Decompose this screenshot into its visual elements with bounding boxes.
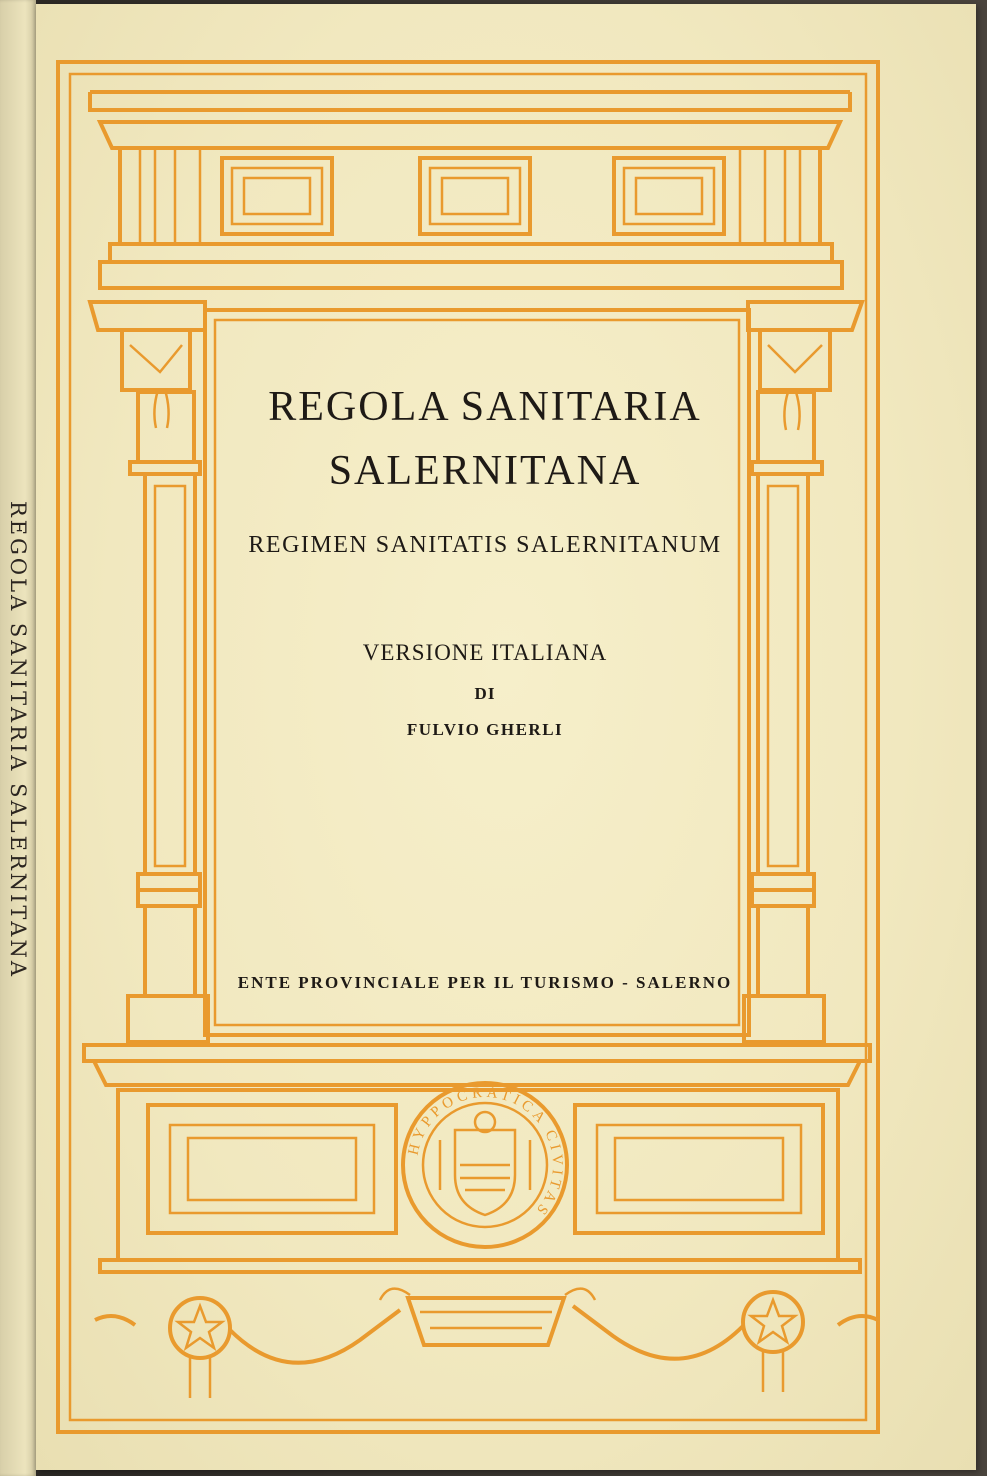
right-column: [744, 302, 862, 1042]
latin-title: REGIMEN SANITATIS SALERNITANUM: [248, 532, 722, 558]
publisher-line: ENTE PROVINCIALE PER IL TURISMO - SALERNO: [237, 973, 733, 992]
garland-frieze: [95, 1289, 878, 1398]
spine-title: REGOLA SANITARIA SALERNITANA: [6, 501, 30, 979]
cover-title-line-2: SALERNITANA: [328, 448, 642, 494]
by-line: DI: [474, 684, 496, 703]
left-column: [90, 302, 208, 1042]
seal-inscription: HYPPOCRATICA CIVITAS: [405, 1084, 566, 1220]
outer-border-inner: [70, 74, 866, 1420]
city-seal: [403, 1083, 567, 1247]
base-plinth: [84, 1045, 870, 1272]
author-name: FULVIO GHERLI: [406, 720, 564, 739]
outer-border: [58, 62, 878, 1432]
top-entablature: [90, 92, 850, 288]
version-line: VERSIONE ITALIANA: [362, 640, 608, 665]
cover-title-line-1: REGOLA SANITARIA: [268, 384, 702, 430]
